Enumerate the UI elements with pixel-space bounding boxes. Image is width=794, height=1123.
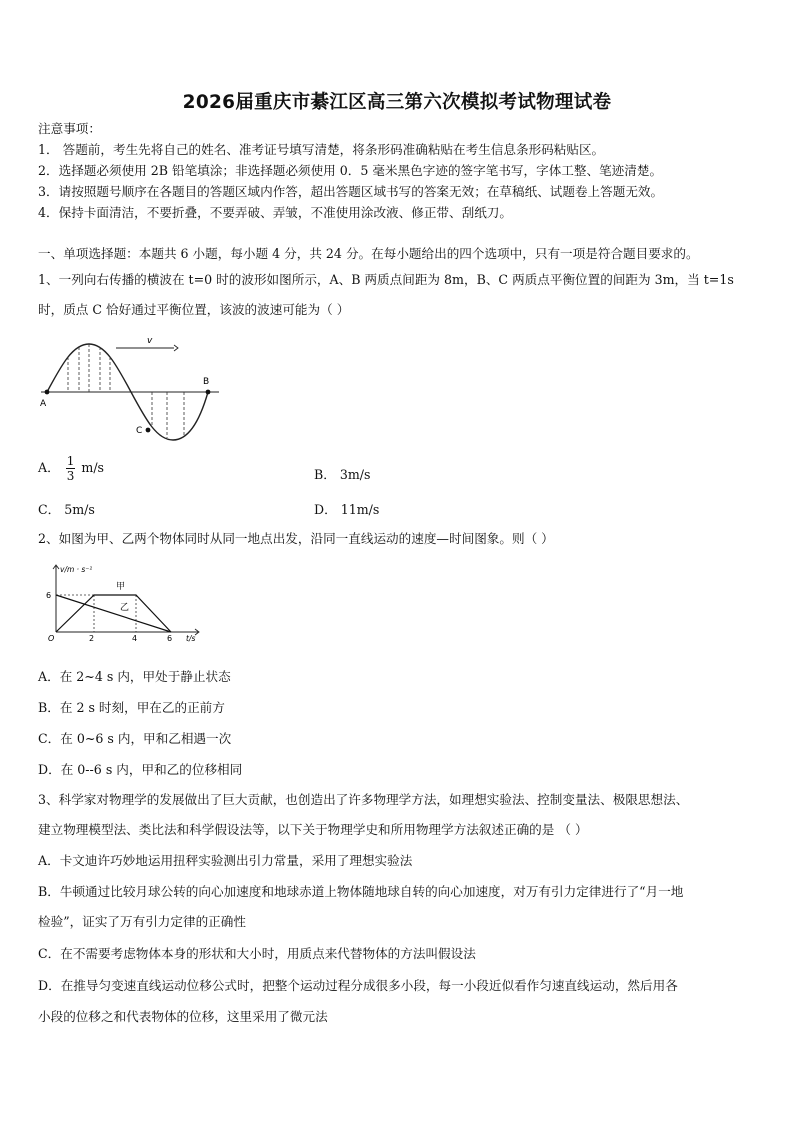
q3-option-b-line1: B．牛顿通过比较月球公转的向心加速度和地球赤道上物体随地球自转的向心加速度，对万有引力定律进行了“月一地 [38, 884, 684, 899]
notice-item: 4．保持卡面清洁，不要折叠，不要弄破、弄皱，不准使用涂改液、修正带、刮纸刀。 [38, 205, 512, 220]
point-B [206, 390, 211, 395]
fraction: $\frac{1}{3}$ [66, 454, 75, 483]
origin-label: O [48, 634, 55, 643]
q1-stem-line2: 时，质点 C 恰好通过平衡位置，该波的波速可能为（ ） [38, 302, 350, 317]
q2-option-a: A．在 2~4 s 内，甲处于静止状态 [38, 669, 231, 684]
option-prefix: A． [38, 460, 60, 475]
xtick-4: 4 [132, 634, 138, 643]
q3-stem-line2: 建立物理模型法、类比法和科学假设法等，以下关于物理学史和所用物理学方法叙述正确的是 （ ） [38, 822, 588, 837]
q2-option-d: D．在 0--6 s 内，甲和乙的位移相同 [38, 762, 243, 777]
q2-option-c: C．在 0~6 s 内，甲和乙相遇一次 [38, 731, 232, 746]
q1-option-c: C． 5m/s [38, 502, 95, 517]
xlabel: t/s [186, 634, 196, 643]
label-C: C [136, 426, 143, 436]
q1-option-d: D． 11m/s [314, 502, 380, 517]
q1-option-b: B． 3m/s [314, 467, 371, 482]
notice-item: 3．请按照题号顺序在各题目的答题区域内作答，超出答题区域书写的答案无效；在草稿纸、试题卷上答题无效。 [38, 184, 664, 199]
label-v: v [147, 336, 153, 346]
q2-vt-graph [40, 562, 210, 646]
notice-item: 2．选择题必须使用 2B 铅笔填涂；非选择题必须使用 0．5 毫米黑色字迹的签字笔书写，字体工整、笔迹清楚。 [38, 163, 663, 178]
q3-option-a: A．卡文迪许巧妙地运用扭秤实验测出引力常量，采用了理想实验法 [38, 853, 413, 868]
label-B: B [203, 377, 210, 387]
label-jia: 甲 [116, 582, 126, 592]
point-C [146, 428, 151, 433]
ylabel: v/m · s⁻¹ [60, 565, 93, 574]
q1-wave-figure [36, 334, 226, 446]
q3-option-b-line2: 检验”，证实了万有引力定律的正确性 [38, 914, 246, 929]
section-heading: 一、单项选择题：本题共 6 小题，每小题 4 分，共 24 分。在每小题给出的四个选项中，只有一项是符合题目要求的。 [38, 246, 699, 261]
point-A [45, 390, 50, 395]
q1-option-a [38, 454, 104, 483]
q3-option-d-line1: D．在推导匀变速直线运动位移公式时，把整个运动过程分成很多小段，每一小段近似看作匀速直线运动，然后用各 [38, 978, 678, 993]
xtick-6: 6 [167, 634, 173, 643]
label-A: A [40, 399, 47, 409]
q2-option-b: B．在 2 s 时刻，甲在乙的正前方 [38, 700, 225, 715]
notice-heading: 注意事项： [38, 121, 101, 136]
q2-stem: 2、如图为甲、乙两个物体同时从同一地点出发，沿同一直线运动的速度—时间图象。则（ ） [38, 531, 554, 546]
ytick-6: 6 [46, 591, 52, 600]
xtick-2: 2 [89, 634, 95, 643]
q3-option-d-line2: 小段的位移之和代表物体的位移，这里采用了微元法 [38, 1009, 328, 1024]
notice-item: 1． 答题前，考生先将自己的姓名、准考证号填写清楚，将条形码准确粘贴在考生信息条形码粘贴区。 [38, 142, 605, 157]
label-yi: 乙 [120, 603, 130, 613]
q3-stem-line1: 3、科学家对物理学的发展做出了巨大贡献，也创造出了许多物理学方法，如理想实验法、控制变量法、极限思想法、 [38, 792, 689, 807]
q3-option-c: C．在不需要考虑物体本身的形状和大小时，用质点来代替物体的方法叫假设法 [38, 946, 476, 961]
page-title: 2026届重庆市綦江区高三第六次模拟考试物理试卷 [182, 92, 612, 113]
option-unit: m/s [81, 460, 105, 475]
q1-stem-line1: 1、一列向右传播的横波在 t=0 时的波形如图所示，A、B 两质点间距为 8m，B、C 两质点平衡位置的间距为 3m，当 t=1s [38, 272, 734, 287]
